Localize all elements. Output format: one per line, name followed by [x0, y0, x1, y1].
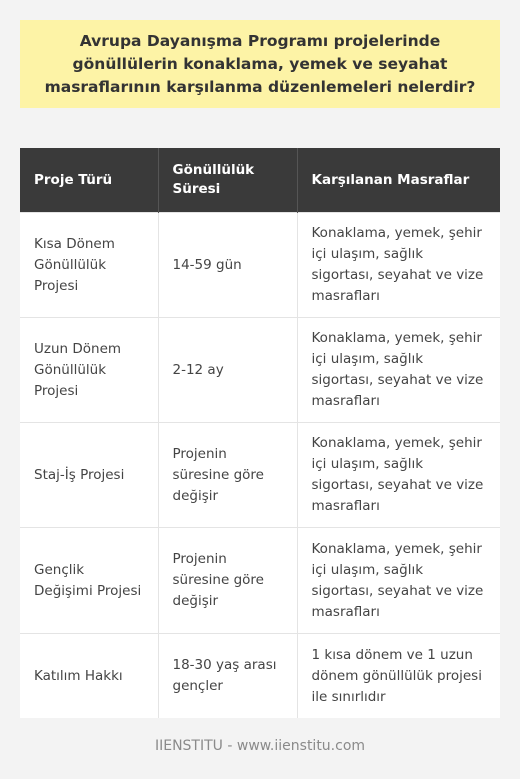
table-header-row	[20, 148, 500, 213]
cell-project-type: Kısa Dönem Gönüllülük Projesi	[20, 213, 158, 318]
cell-project-type: Uzun Dönem Gönüllülük Projesi	[20, 318, 158, 423]
cell-project-type: Gençlik Değişimi Projesi	[20, 528, 158, 634]
cell-duration: 18-30 yaş arası gençler	[158, 634, 297, 719]
cell-expenses: Konaklama, yemek, şehir içi ulaşım, sağlık sigortası, seyahat ve vize masrafları	[297, 213, 500, 318]
cell-project-type: Staj-İş Projesi	[20, 423, 158, 528]
cell-duration: Projenin süresine göre değişir	[158, 423, 297, 528]
cell-project-type: Katılım Hakkı	[20, 634, 158, 719]
cell-duration: 14-59 gün	[158, 213, 297, 318]
table-row	[20, 213, 500, 318]
cell-duration: 2-12 ay	[158, 318, 297, 423]
table-row	[20, 634, 500, 719]
expenses-table	[20, 148, 500, 718]
cell-expenses: Konaklama, yemek, şehir içi ulaşım, sağlık sigortası, seyahat ve vize masrafları	[297, 423, 500, 528]
header-volunteer-duration: Gönüllülük Süresi	[158, 148, 297, 213]
cell-expenses: Konaklama, yemek, şehir içi ulaşım, sağlık sigortası, seyahat ve vize masrafları	[297, 318, 500, 423]
table-row	[20, 528, 500, 634]
question-box	[20, 20, 500, 108]
table-row	[20, 423, 500, 528]
question-text: Avrupa Dayanışma Programı projelerinde gönüllülerin konaklama, yemek ve seyahat masraflarının karşılanma düzenlemeleri nelerdir?	[44, 31, 476, 96]
table-container	[20, 148, 500, 718]
header-project-type: Proje Türü	[20, 148, 158, 213]
table-row	[20, 318, 500, 423]
cell-duration: Projenin süresine göre değişir	[158, 528, 297, 634]
footer-attribution: IIENSTITU - www.iienstitu.com	[154, 738, 366, 754]
header-covered-expenses: Karşılanan Masraflar	[297, 148, 500, 213]
cell-expenses: 1 kısa dönem ve 1 uzun dönem gönüllülük projesi ile sınırlıdır	[297, 634, 500, 719]
cell-expenses: Konaklama, yemek, şehir içi ulaşım, sağlık sigortası, seyahat ve vize masrafları	[297, 528, 500, 634]
